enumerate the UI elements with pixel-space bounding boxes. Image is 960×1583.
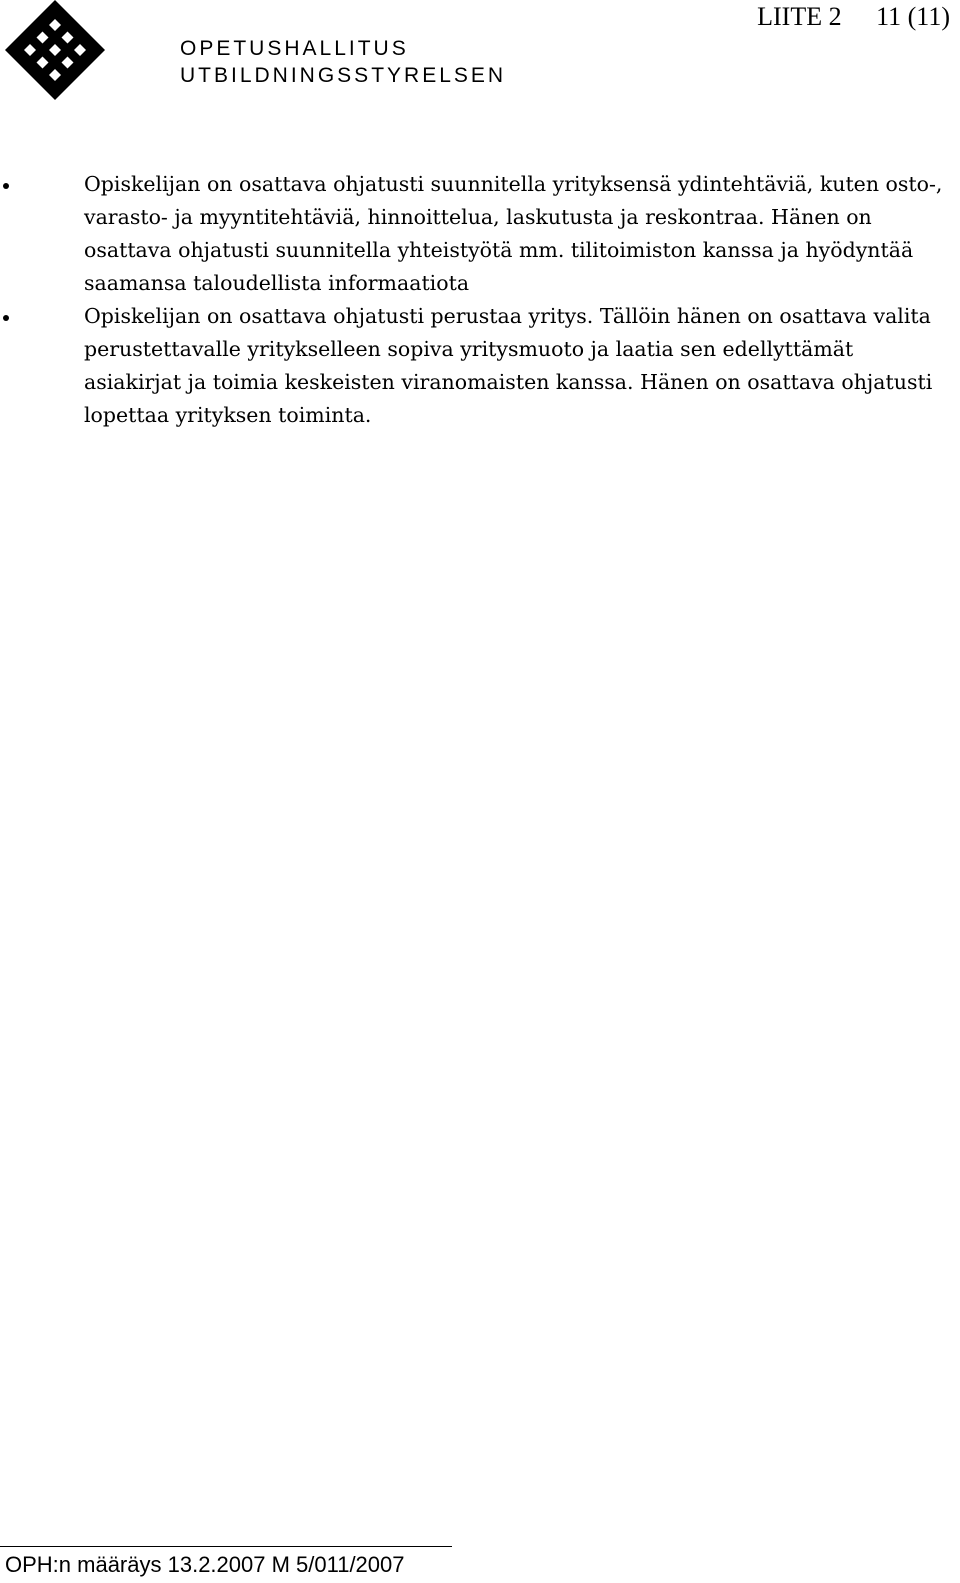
- list-item: [0, 168, 960, 300]
- organization-name: [180, 35, 506, 89]
- org-name-finnish: OPETUSHALLITUS: [180, 37, 409, 60]
- diamond-grid-logo: [5, 0, 105, 100]
- appendix-label: LIITE 2: [757, 2, 842, 31]
- list-item-text: Opiskelijan on osattava ohjatusti perustaa yritys. Tällöin hänen on osattava valita perustettavalle yritykselleen sopiva yritysmuoto ja laatia sen edellyttämät asiakirjat ja toimia keskeisten viranomaisten kanssa. Hänen on osattava ohjatusti lopettaa yrityksen toiminta.: [84, 304, 933, 427]
- bullet-icon: [3, 315, 9, 321]
- page-header-info: [757, 2, 950, 32]
- footer-divider: [0, 1546, 452, 1547]
- list-item: [0, 300, 960, 432]
- page-number: 11 (11): [876, 2, 950, 31]
- footer-reference: OPH:n määräys 13.2.2007 M 5/011/2007: [5, 1552, 405, 1577]
- org-name-swedish: UTBILDNINGSSTYRELSEN: [180, 64, 507, 87]
- list-item-text: Opiskelijan on osattava ohjatusti suunnitella yrityksensä ydintehtäviä, kuten osto-, varasto- ja myyntitehtäviä, hinnoittelua, laskutusta ja reskontraa. Hänen on osattava ohjatusti suunnitella yhteistyötä mm. tilitoimiston kanssa ja hyödyntää saamansa taloudellista informaatiota: [84, 172, 943, 295]
- bullet-list: [0, 168, 960, 432]
- bullet-icon: [3, 183, 9, 189]
